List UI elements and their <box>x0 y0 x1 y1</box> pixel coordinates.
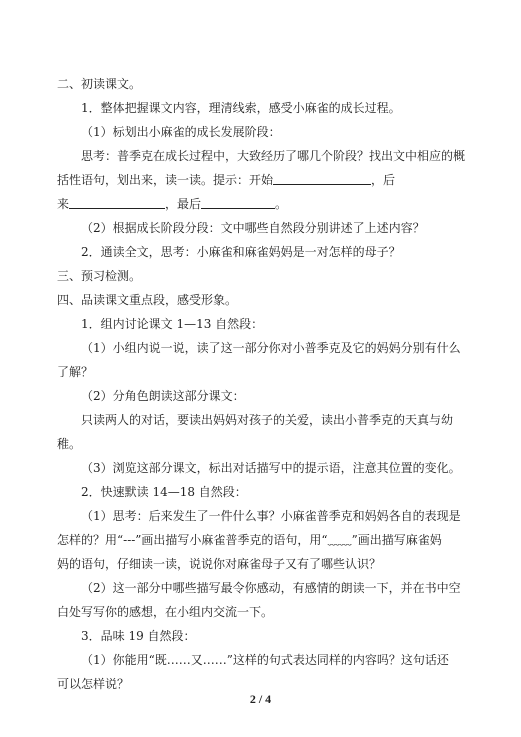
role-reading-line2: 稚。 <box>57 437 82 451</box>
event-question-line2: 怎样的？用“---”画出描写小麻雀普季克的语句，用“﹏﹏”画出描写麻雀妈 <box>57 533 442 547</box>
think-question-line3 <box>57 196 287 212</box>
event-question-line3: 妈的语句，仔细读一读，说说你对麻雀母子又有了哪些认识？ <box>57 557 382 571</box>
group-question-line1: （1）小组内说一说，读了这一部分你对小普季克及它的妈妈分别有什么 <box>81 341 461 355</box>
task-group-discussion: 1．组内讨论课文 1—13 自然段： <box>81 317 264 331</box>
task-skim-dialogue: （3）浏览这部分课文，标出对话描写中的提示语，注意其位置的变化。 <box>81 461 461 475</box>
page-number: 2 / 4 <box>249 692 272 706</box>
heading-preview-check: 三、预习检测。 <box>57 269 142 283</box>
think-question-line1: 思考：普季克在成长过程中，大致经历了哪几个阶段？找出文中相应的概 <box>81 149 466 163</box>
pattern-question-line2: 可以怎样说？ <box>57 677 130 691</box>
task-overview: 1．整体把握课文内容，理清线索，感受小麻雀的成长过程。 <box>81 101 401 115</box>
group-question-line2: 了解？ <box>57 365 94 379</box>
fill-blank-finally[interactable] <box>201 196 275 209</box>
pattern-question-line1: （1）你能用“既……又……”这样的句式表达同样的内容吗？这句话还 <box>81 653 449 667</box>
event-question-line1: （1）思考：后来发生了一件什么事？小麻雀普季克和妈妈各自的表现是 <box>81 509 461 523</box>
hint-end-punct: 。 <box>275 197 288 211</box>
heading-first-reading: 二、初读课文。 <box>57 77 142 91</box>
touching-question-line2: 白处写写你的感想，在小组内交流一下。 <box>57 605 274 619</box>
task-silent-reading: 2．快速默读 14—18 自然段： <box>81 485 247 499</box>
fill-blank-later[interactable] <box>69 196 165 209</box>
task-read-through: 2．通读全文，思考：小麻雀和麻雀妈妈是一对怎样的母子？ <box>81 245 401 259</box>
task-mark-stages: （1）标划出小麻雀的成长发展阶段： <box>81 125 281 139</box>
heading-key-sections: 四、品读课文重点段，感受形象。 <box>57 293 238 307</box>
hint-finally-text: ，最后 <box>165 197 202 211</box>
task-role-reading: （2）分角色朗读这部分课文： <box>81 389 245 403</box>
hint-later-cont: 来 <box>57 197 70 211</box>
hint-later-text: ，后 <box>371 173 396 187</box>
think-question-line2 <box>57 172 395 188</box>
fill-blank-start[interactable] <box>273 172 371 185</box>
hint-start-text: 括性语句，划出来，读一读。提示：开始 <box>57 173 274 187</box>
touching-question-line1: （2）这一部分中哪些描写最令你感动，有感情的朗读一下，并在书中空 <box>81 581 461 595</box>
role-reading-line1: 只读两人的对话，要读出妈妈对孩子的关爱，读出小普季克的天真与幼 <box>81 413 454 427</box>
task-divide-sections: （2）根据成长阶段分段：文中哪些自然段分别讲述了上述内容？ <box>81 221 425 235</box>
task-savor-paragraph: 3．品味 19 自然段： <box>81 629 196 643</box>
